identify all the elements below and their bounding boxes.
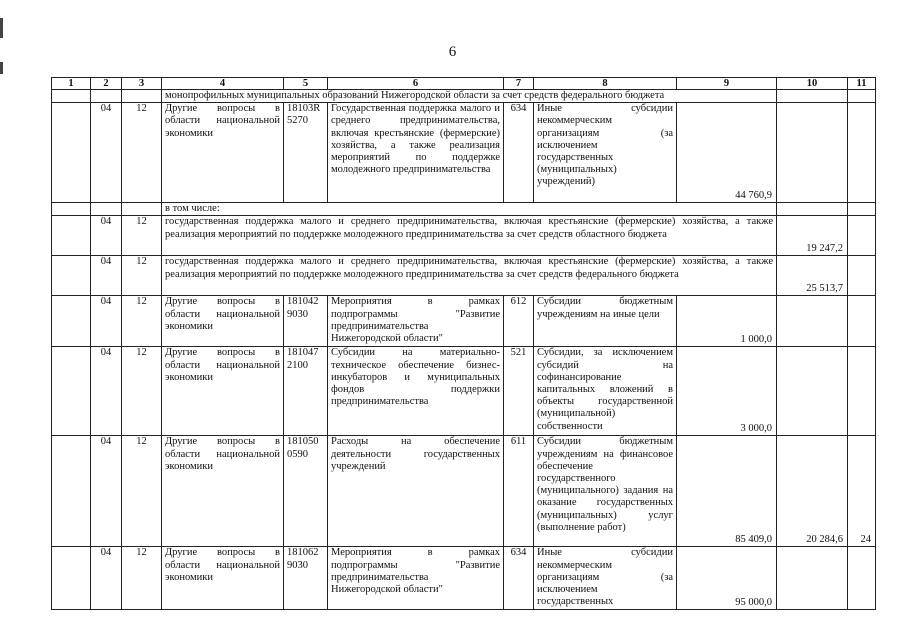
target-article-code: 181042 9030 (284, 296, 328, 347)
section-code: 04 (91, 216, 122, 256)
expense-type-code: 521 (504, 347, 534, 436)
budget-table (51, 77, 876, 610)
amount-col9: 44 760,9 (677, 103, 777, 203)
amount-col11: 24 (848, 436, 876, 547)
amount-col10 (777, 296, 848, 347)
subtotal-label: в том числе: (162, 203, 777, 216)
table-row (52, 216, 876, 256)
scan-edge-mark (0, 18, 3, 38)
amount-col10 (777, 347, 848, 436)
section-code: 04 (91, 296, 122, 347)
target-article-code: 181062 9030 (284, 547, 328, 610)
column-number: 7 (504, 78, 534, 90)
section-name: Другие вопросы в области национальной экономики (162, 103, 284, 203)
amount-col11 (848, 347, 876, 436)
column-number: 3 (122, 78, 162, 90)
section-name: Другие вопросы в области национальной экономики (162, 296, 284, 347)
table-cell (777, 203, 848, 216)
amount-col11 (848, 547, 876, 610)
section-code: 04 (91, 103, 122, 203)
section-name: Другие вопросы в области национальной экономики (162, 436, 284, 547)
column-number: 6 (328, 78, 504, 90)
amount-col9: 85 409,0 (677, 436, 777, 547)
subsection-code: 12 (122, 347, 162, 436)
amount-col9: 95 000,0 (677, 547, 777, 610)
continuation-text: монопрофильных муниципальных образований Нижегородской области за счет средств федерального бюджета (162, 90, 777, 103)
column-number: 2 (91, 78, 122, 90)
table-cell (91, 203, 122, 216)
target-article-code: 181050 0590 (284, 436, 328, 547)
section-name: Другие вопросы в области национальной экономики (162, 547, 284, 610)
table-row (52, 436, 876, 547)
subsection-code: 12 (122, 256, 162, 296)
column-number: 4 (162, 78, 284, 90)
column-number: 11 (848, 78, 876, 90)
column-number: 10 (777, 78, 848, 90)
table-cell (52, 203, 91, 216)
column-number: 1 (52, 78, 91, 90)
target-article-code: 181047 2100 (284, 347, 328, 436)
funding-source-text: государственная поддержка малого и среднего предпринимательства, включая крестьянские (фермерские) хозяйства, а также реализация мероприятий по поддержке молодежного предпринимательства за счет средств областного бюджета (162, 216, 777, 256)
section-name: Другие вопросы в области национальной экономики (162, 347, 284, 436)
expense-type-code: 634 (504, 547, 534, 610)
amount-col9: 25 513,7 (777, 256, 848, 296)
expense-type-code: 612 (504, 296, 534, 347)
target-article-name: Мероприятия в рамках подпрограммы "Развитие предпринимательства Нижегородской области" (328, 547, 504, 610)
amount-col10 (848, 256, 876, 296)
expense-type-name: Иные субсидии некоммерческим организациям (за исключением государственных (муниципальных) учреждений) (534, 103, 677, 203)
section-code: 04 (91, 256, 122, 296)
funding-source-text: государственная поддержка малого и среднего предпринимательства, включая крестьянские (фермерские) хозяйства, а также реализация мероприятий по поддержке молодежного предпринимательства за счет средств федерального бюджета (162, 256, 777, 296)
subsection-code: 12 (122, 103, 162, 203)
table-cell (52, 296, 91, 347)
column-number-row (52, 78, 876, 90)
subsection-code: 12 (122, 296, 162, 347)
target-article-name: Расходы на обеспечение деятельности государственных учреждений (328, 436, 504, 547)
expense-type-code: 634 (504, 103, 534, 203)
section-code: 04 (91, 436, 122, 547)
target-article-code: 18103R 5270 (284, 103, 328, 203)
amount-col11 (848, 103, 876, 203)
amount-col10 (777, 547, 848, 610)
column-number: 5 (284, 78, 328, 90)
target-article-name: Мероприятия в рамках подпрограммы "Развитие предпринимательства Нижегородской области" (328, 296, 504, 347)
target-article-name: Субсидии на материально-техническое обеспечение бизнес-инкубаторов и муниципальных фондов поддержки предпринимательства (328, 347, 504, 436)
section-code: 04 (91, 547, 122, 610)
amount-col10 (848, 216, 876, 256)
amount-col9: 19 247,2 (777, 216, 848, 256)
amount-col9: 1 000,0 (677, 296, 777, 347)
column-number: 8 (534, 78, 677, 90)
column-number: 9 (677, 78, 777, 90)
expense-type-name: Субсидии бюджетным учреждениям на иные цели (534, 296, 677, 347)
section-code: 04 (91, 347, 122, 436)
table-cell (848, 203, 876, 216)
scan-edge-mark (0, 62, 3, 74)
table-row (52, 103, 876, 203)
table-row (52, 296, 876, 347)
subsection-code: 12 (122, 547, 162, 610)
continuation-row (52, 90, 876, 103)
amount-col10: 20 284,6 (777, 436, 848, 547)
expense-type-name: Субсидии, за исключением субсидий на софинансирование капитальных вложений в объекты государственной (муниципальной) собственности (534, 347, 677, 436)
table-cell (52, 347, 91, 436)
table-cell (52, 547, 91, 610)
table-cell (52, 436, 91, 547)
table-cell (52, 103, 91, 203)
table-cell (52, 216, 91, 256)
expense-type-name: Субсидии бюджетным учреждениям на финансовое обеспечение государственного (муниципального) задания на оказание государственных (муниципальных) услуг (выполнение работ) (534, 436, 677, 547)
amount-col10 (777, 103, 848, 203)
subsection-code: 12 (122, 216, 162, 256)
table-cell (52, 256, 91, 296)
amount-col9: 3 000,0 (677, 347, 777, 436)
amount-col11 (848, 296, 876, 347)
table-row (52, 256, 876, 296)
page-number: 6 (448, 44, 457, 60)
table-cell (122, 203, 162, 216)
table-row (52, 347, 876, 436)
expense-type-name: Иные субсидии некоммерческим организациям (за исключением государственных (534, 547, 677, 610)
table-row (52, 547, 876, 610)
target-article-name: Государственная поддержка малого и среднего предпринимательства, включая крестьянские (фермерские) хозяйства, а также реализация мероприятий по поддержке молодежного предпринимательства (328, 103, 504, 203)
subsection-code: 12 (122, 436, 162, 547)
table-row (52, 203, 876, 216)
expense-type-code: 611 (504, 436, 534, 547)
